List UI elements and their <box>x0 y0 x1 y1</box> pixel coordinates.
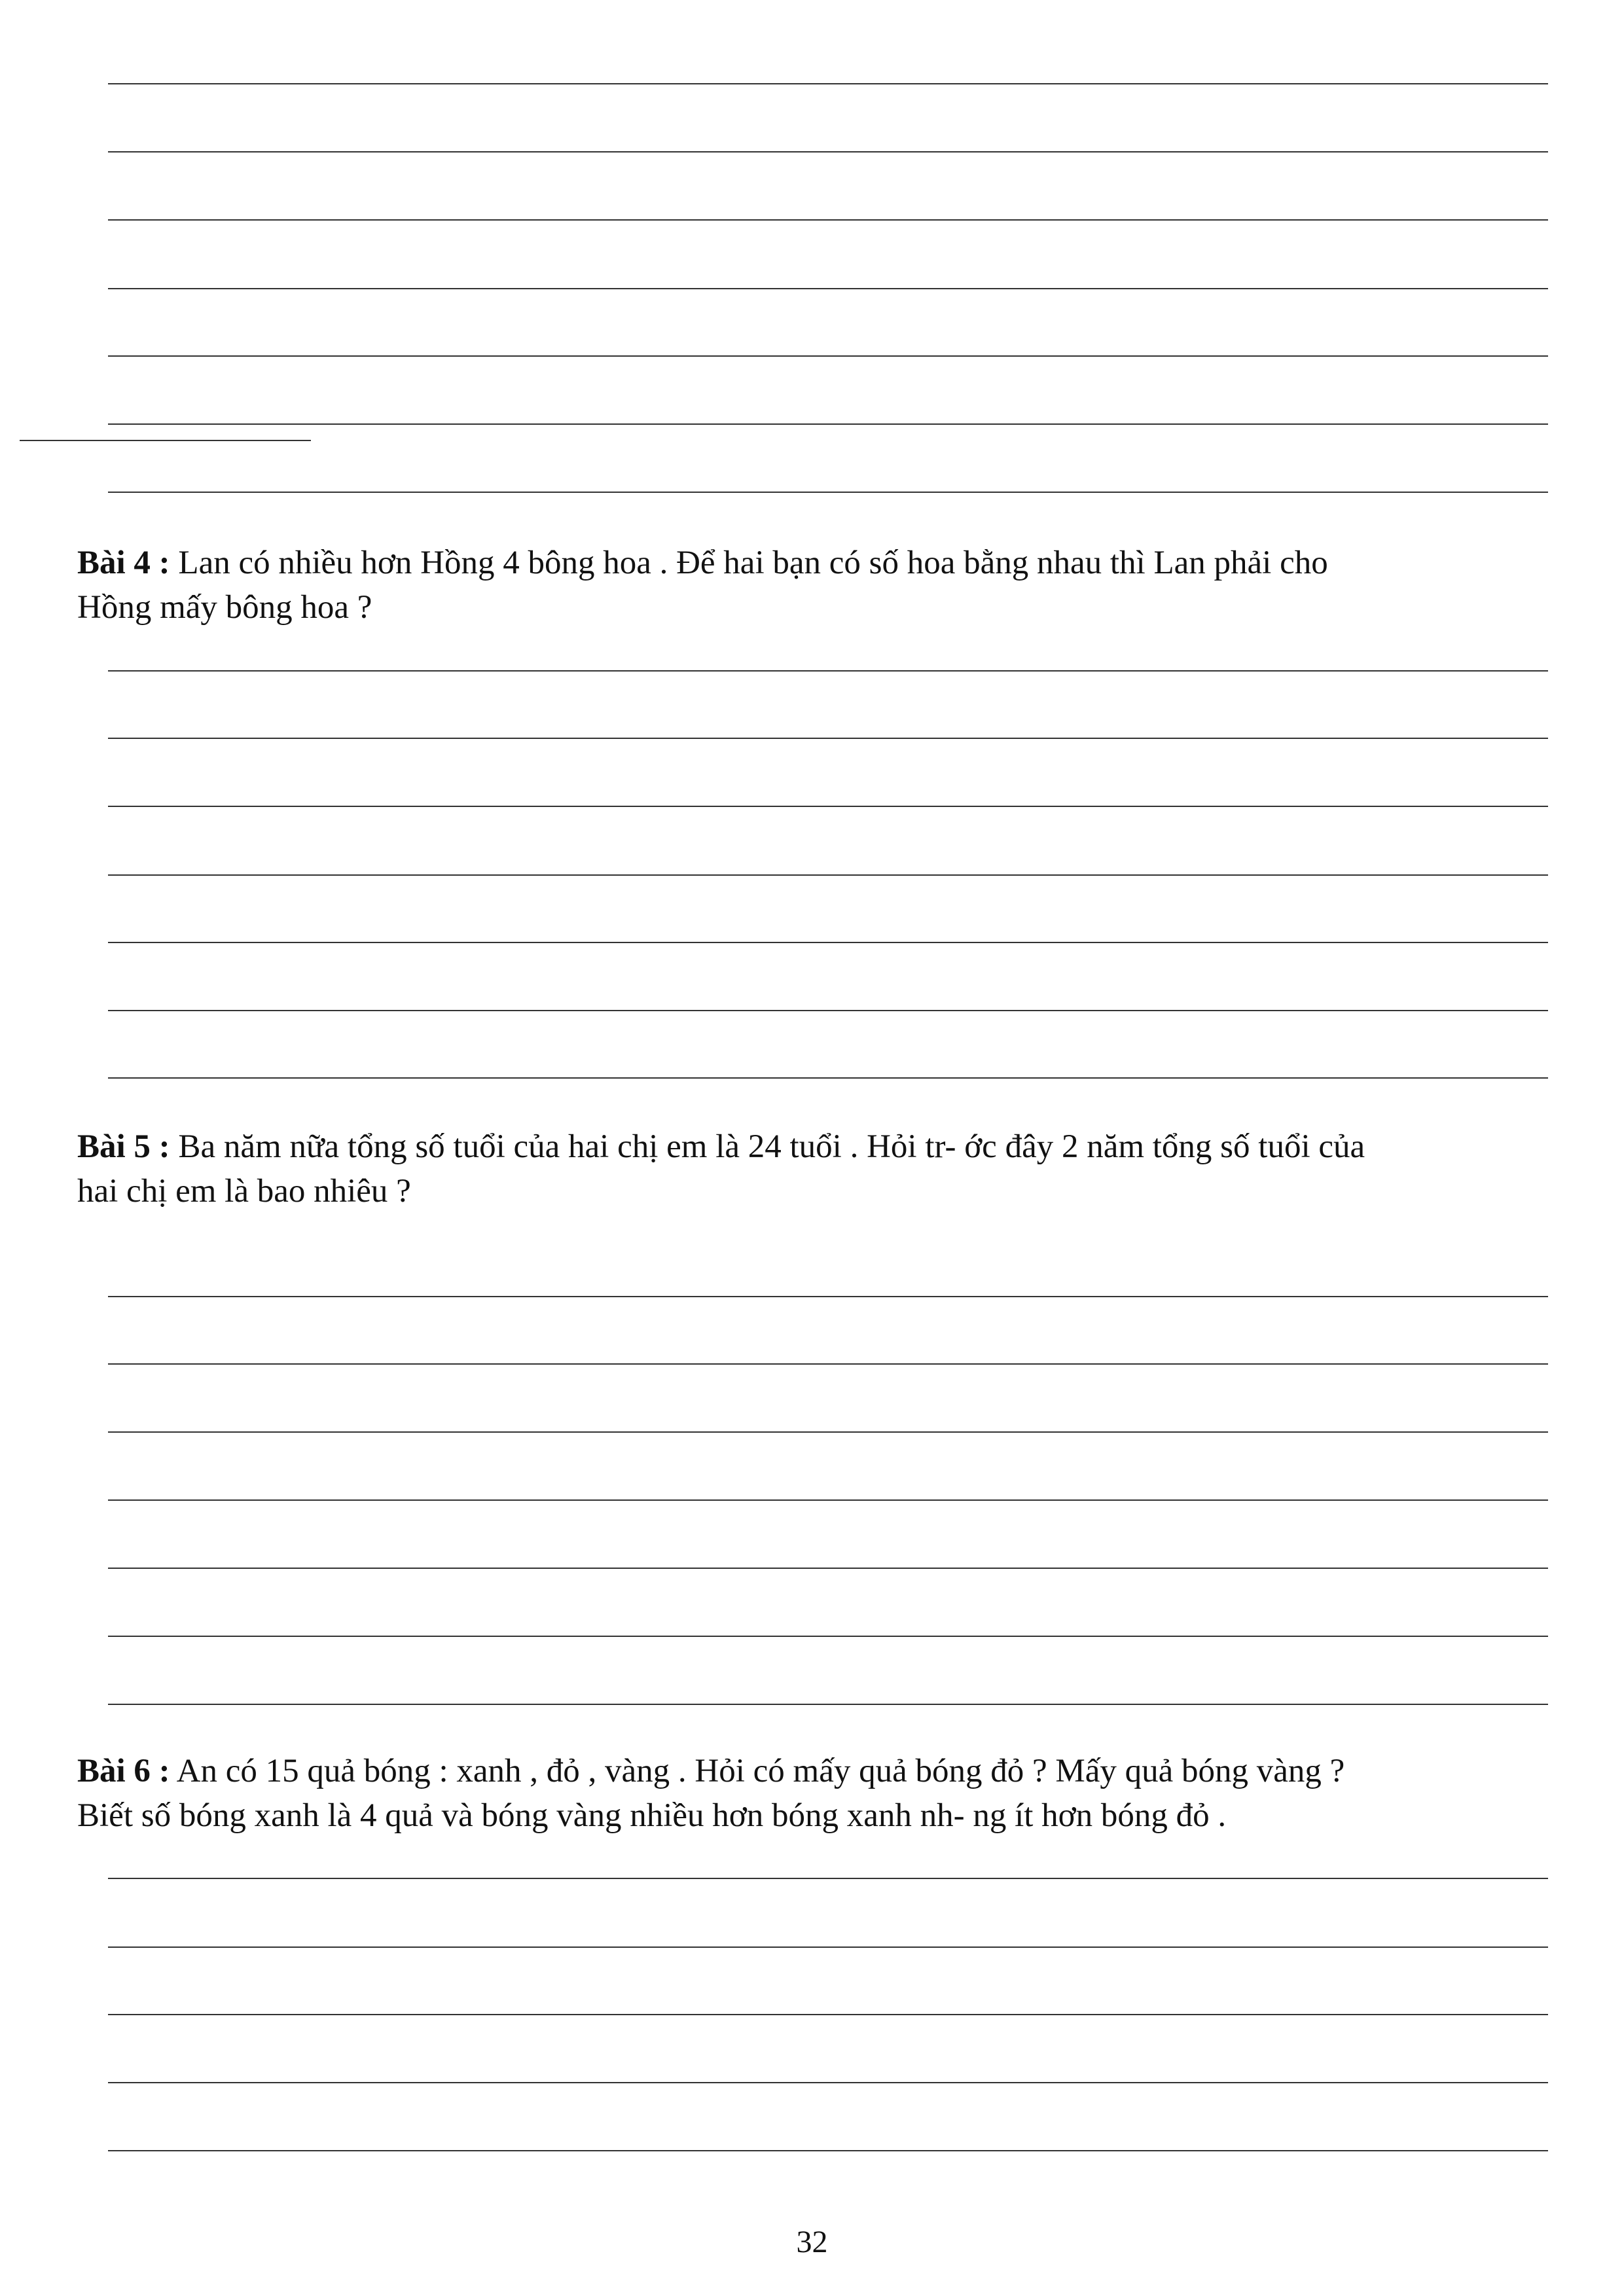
problem-5-text-line2: hai chị em là bao nhiêu ? <box>77 1173 411 1210</box>
answer-line <box>108 1431 1548 1433</box>
answer-line <box>108 1878 1548 1879</box>
answer-line <box>108 1077 1548 1079</box>
answer-line <box>108 1363 1548 1365</box>
answer-line <box>108 492 1548 493</box>
answer-line <box>108 1499 1548 1501</box>
problem-6-text-line1: An có 15 quả bóng : xanh , đỏ , vàng . Hỏi có mấy quả bóng đỏ ? Mấy quả bóng vàng ? <box>170 1753 1345 1789</box>
answer-line <box>108 1946 1548 1948</box>
answer-line <box>108 2150 1548 2151</box>
answer-line <box>108 288 1548 289</box>
problem-6 <box>77 1749 1557 1838</box>
answer-line <box>108 1010 1548 1011</box>
answer-line <box>108 1296 1548 1297</box>
answer-line <box>108 355 1548 357</box>
problem-5-text-line1: Ba năm nữa tổng số tuổi của hai chị em là 24 tuổi . Hỏi tr- ớc đây 2 năm tổng số tuổi của <box>170 1128 1365 1165</box>
problem-4-text-line2: Hồng mấy bông hoa ? <box>77 589 372 626</box>
answer-line <box>108 2014 1548 2015</box>
answer-line <box>108 1704 1548 1705</box>
answer-line <box>108 1636 1548 1637</box>
problem-4-number: Bài 4 : <box>77 545 170 581</box>
answer-line <box>108 874 1548 876</box>
answer-line <box>108 151 1548 152</box>
problem-5 <box>77 1124 1557 1213</box>
footnote-rule <box>20 440 311 441</box>
problem-5-number: Bài 5 : <box>77 1128 170 1165</box>
answer-line <box>108 806 1548 807</box>
answer-line <box>108 2082 1548 2083</box>
page-number: 32 <box>796 2225 828 2259</box>
problem-4-text-line1: Lan có nhiều hơn Hồng 4 bông hoa . Để hai bạn có số hoa bằng nhau thì Lan phải cho <box>170 545 1328 581</box>
problem-6-text-line2: Biết số bóng xanh là 4 quả và bóng vàng nhiều hơn bóng xanh nh- ng ít hơn bóng đỏ . <box>77 1797 1227 1834</box>
answer-line <box>108 83 1548 84</box>
problem-6-number: Bài 6 : <box>77 1753 170 1789</box>
answer-line <box>108 942 1548 943</box>
answer-line <box>108 423 1548 425</box>
answer-line <box>108 670 1548 672</box>
problem-4 <box>77 541 1557 630</box>
answer-line <box>108 219 1548 221</box>
answer-line <box>108 1568 1548 1569</box>
answer-line <box>108 738 1548 739</box>
